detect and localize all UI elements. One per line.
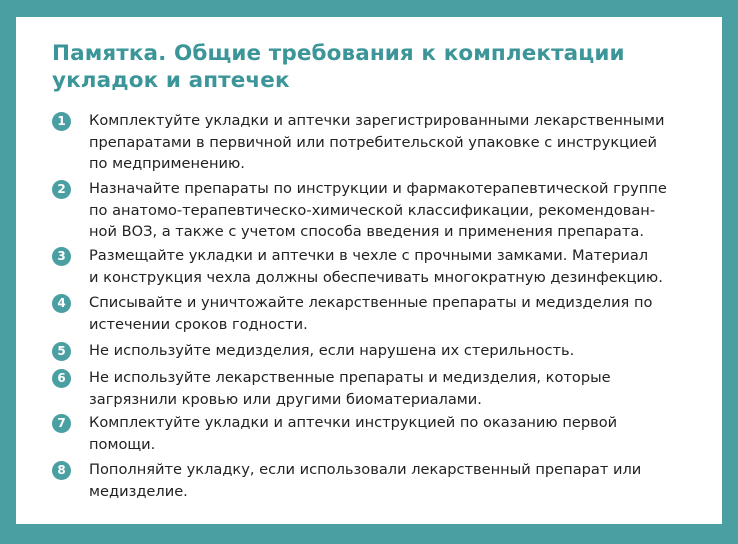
title-line-1: Памятка. Общие требования к комплектации [52, 41, 625, 66]
text-line: Не используйте медизделия, если нарушена их стерильность. [89, 342, 575, 359]
list-item-text-5 [89, 340, 689, 362]
list-item-text-6 [89, 367, 689, 410]
text-line: Назначайте препараты по инструкции и фармакотерапевтической группе [89, 180, 667, 197]
text-line: Комплектуйте укладки и аптечки инструкцией по оказанию первой [89, 414, 618, 431]
list-item-text-8 [89, 459, 689, 502]
text-line: Списывайте и уничтожайте лекарственные препараты и медизделия по [89, 294, 653, 311]
text-line: и конструкция чехла должны обеспечивать многократную дезинфекцию. [89, 268, 663, 286]
title-line-2: укладок и аптечек [52, 68, 290, 93]
text-line: препаратами в первичной или потребительской упаковке с инструкцией [89, 133, 658, 151]
number-badge-1: 1 [52, 112, 71, 131]
number-badge-4: 4 [52, 294, 71, 313]
number-badge-3: 3 [52, 247, 71, 266]
number-badge-8: 8 [52, 461, 71, 480]
text-line: по анатомо-терапевтическо-химической классификации, рекомендован- [89, 201, 656, 219]
number-badge-6: 6 [52, 369, 71, 388]
text-line: Комплектуйте укладки и аптечки зарегистрированными лекарственными [89, 112, 665, 129]
text-line: Не используйте лекарственные препараты и медизделия, которые [89, 369, 611, 386]
text-line: Пополняйте укладку, если использовали лекарственный препарат или [89, 461, 642, 478]
number-badge-7: 7 [52, 414, 71, 433]
list-item-text-7 [89, 412, 689, 455]
text-line: Размещайте укладки и аптечки в чехле с прочными замками. Материал [89, 247, 649, 264]
number-badge-5: 5 [52, 342, 71, 361]
memo-title [52, 40, 692, 94]
number-badge-2: 2 [52, 180, 71, 199]
list-item-text-1 [89, 110, 689, 175]
list-item-text-2 [89, 178, 689, 243]
text-line: загрязнили кровью или другими биоматериалами. [89, 390, 482, 408]
text-line: истечении сроков годности. [89, 315, 308, 333]
list-item-text-3 [89, 245, 689, 288]
text-line: по медприменению. [89, 155, 245, 172]
text-line: ной ВОЗ, а также с учетом способа введения и применения препарата. [89, 223, 644, 240]
list-item-text-4 [89, 292, 689, 335]
text-line: помощи. [89, 435, 156, 453]
text-line: медизделие. [89, 482, 188, 500]
